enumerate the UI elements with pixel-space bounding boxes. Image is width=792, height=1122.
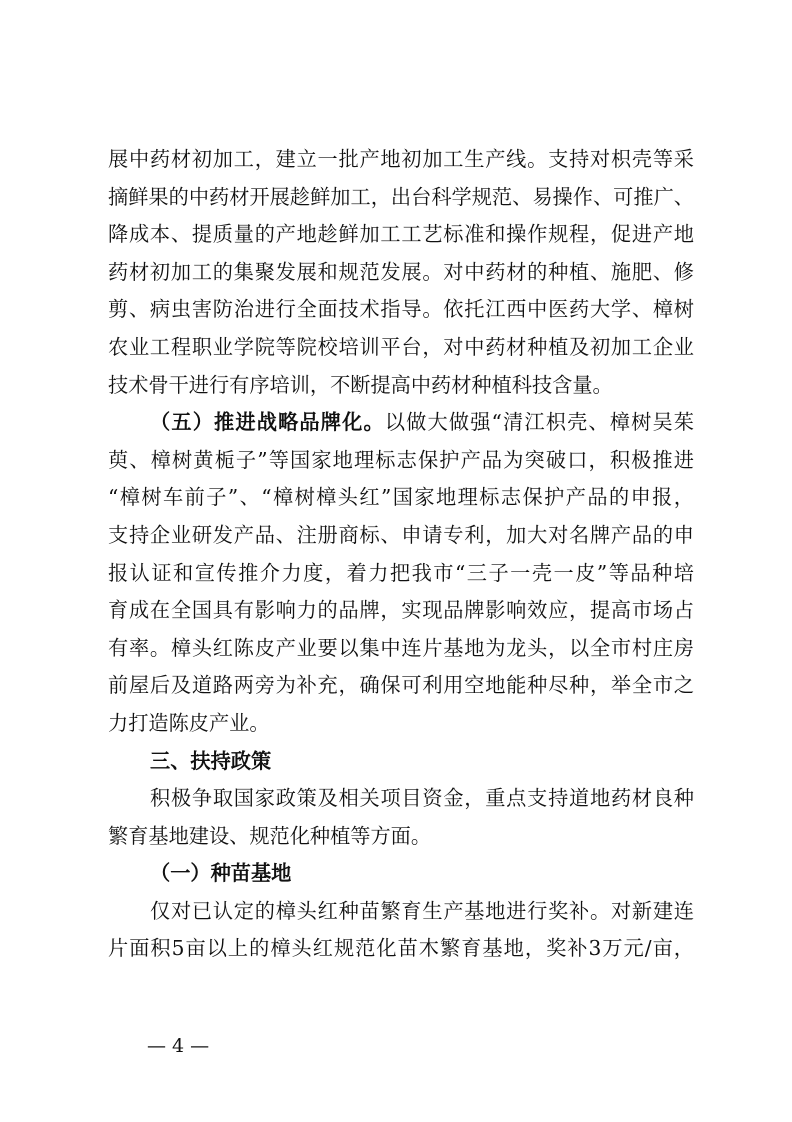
body-line: 展中药材初加工，建立一批产地初加工生产线。支持对枳壳等采: [108, 147, 694, 171]
body-line: 积极争取国家政策及相关项目资金，重点支持道地药材良种: [150, 786, 694, 811]
subsection-heading: （五）推进战略品牌化。: [150, 410, 385, 435]
body-line: 剪、病虫害防治进行全面技术指导。依托江西中医药大学、樟树: [108, 297, 694, 322]
body-line: 萸、樟树黄栀子”等国家地理标志保护产品为突破口，积极推进: [108, 447, 694, 472]
document-body: [108, 141, 694, 968]
body-line: 前屋后及道路两旁为补充，确保可利用空地能种尽种，举全市之: [108, 673, 694, 698]
subsection-heading: （一）种苗基地: [150, 861, 292, 886]
page-number: — 4 —: [147, 1035, 210, 1057]
section-heading: 三、扶持政策: [150, 748, 272, 773]
body-line: 报认证和宣传推介力度，着力把我市“三子一壳一皮”等品种培: [108, 560, 694, 585]
body-text: 以做大做强“清江枳壳、樟树吴茱: [384, 410, 694, 435]
body-line: 育成在全国具有影响力的品牌，实现品牌影响效应，提高市场占: [108, 598, 694, 623]
paragraph-first-line: [108, 404, 694, 442]
body-line: 仅对已认定的樟头红种苗繁育生产基地进行奖补。对新建连: [150, 898, 694, 923]
body-line: 药材初加工的集聚发展和规范发展。对中药材的种植、施肥、修: [108, 259, 694, 284]
body-line: 有率。樟头红陈皮产业要以集中连片基地为龙头，以全市村庄房: [108, 635, 694, 660]
body-line: “樟树车前子”、“樟树樟头红”国家地理标志保护产品的申报，: [108, 485, 694, 510]
body-line: 技术骨干进行有序培训，不断提高中药材种植科技含量。: [108, 372, 613, 397]
body-line: 农业工程职业学院等院校培训平台，对中药材种植及初加工企业: [108, 334, 694, 359]
body-line: 繁育基地建设、规范化种植等方面。: [108, 823, 432, 848]
body-line: 力打造陈皮产业。: [108, 710, 270, 735]
body-line: 支持企业研发产品、注册商标、申请专利，加大对名牌产品的申: [108, 522, 694, 547]
body-line: 降成本、提质量的产地趁鲜加工工艺标准和操作规程，促进产地: [108, 222, 694, 247]
body-line: 片面积5亩以上的樟头红规范化苗木繁育基地，奖补3万元/亩，: [108, 936, 694, 961]
body-line: 摘鲜果的中药材开展趁鲜加工，出台科学规范、易操作、可推广、: [108, 184, 694, 209]
